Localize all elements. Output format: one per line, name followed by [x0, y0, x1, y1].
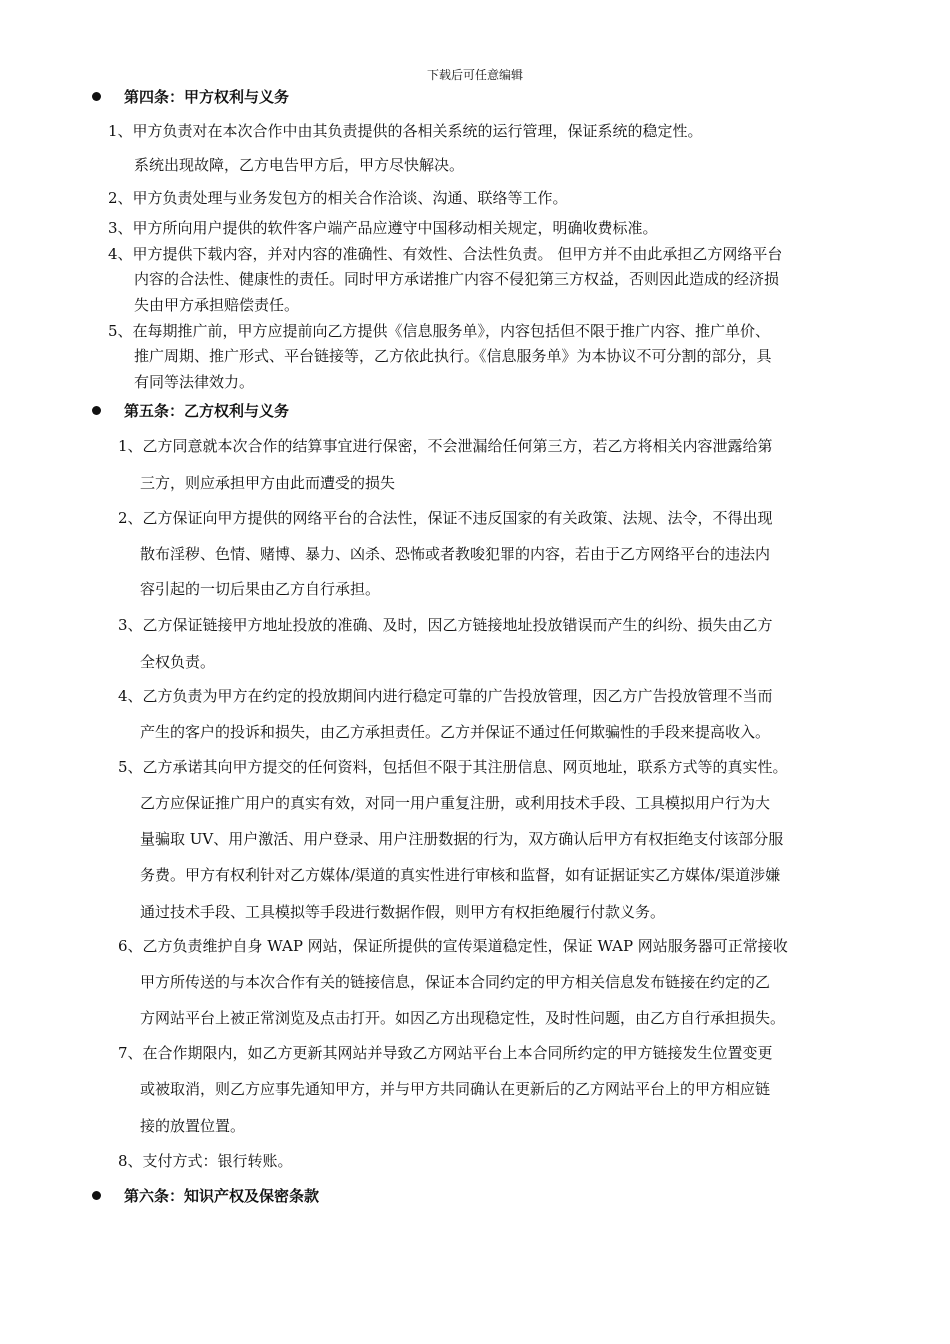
text-line: 2、甲方负责处理与业务发包方的相关合作洽谈、沟通、联络等工作。	[108, 189, 568, 207]
section-title: 第四条：甲方权利与义务	[124, 88, 290, 106]
text-line: 8、支付方式：银行转账。	[118, 1152, 293, 1170]
text-line: 系统出现故障，乙方电告甲方后，甲方尽快解决。	[134, 156, 465, 174]
text-line: 方网站平台上被正常浏览及点击打开。如因乙方出现稳定性，及时性问题，由乙方自行承担损失。	[140, 1009, 786, 1027]
bullet-icon	[92, 406, 101, 415]
text-line: 有同等法律效力。	[134, 373, 255, 391]
page-header: 下载后可任意编辑	[426, 68, 523, 82]
text-line: 7、在合作期限内，如乙方更新其网站并导致乙方网站平台上本合同所约定的甲方链接发生位置变更	[118, 1044, 773, 1062]
text-line: 6、乙方负责维护自身 WAP 网站，保证所提供的宣传渠道稳定性，保证 WAP 网站服务器可正常接收	[118, 937, 788, 955]
section-title: 第五条：乙方权利与义务	[124, 402, 290, 420]
text-line: 4、乙方负责为甲方在约定的投放期间内进行稳定可靠的广告投放管理，因乙方广告投放管理不当而	[118, 687, 773, 705]
text-line: 5、在每期推广前，甲方应提前向乙方提供《信息服务单》，内容包括但不限于推广内容、推广单价、	[108, 322, 771, 340]
text-line: 1、甲方负责对在本次合作中由其负责提供的各相关系统的运行管理，保证系统的稳定性。	[108, 122, 703, 140]
text-line: 或被取消，则乙方应事先通知甲方，并与甲方共同确认在更新后的乙方网站平台上的甲方相应链	[140, 1080, 771, 1098]
text-line: 失由甲方承担赔偿责任。	[134, 296, 300, 314]
bullet-icon	[92, 92, 101, 101]
text-line: 接的放置位置。	[140, 1117, 246, 1135]
text-line: 容引起的一切后果由乙方自行承担。	[140, 580, 381, 598]
text-line: 乙方应保证推广用户的真实有效，对同一用户重复注册，或利用技术手段、工具模拟用户行为大	[140, 794, 771, 812]
text-line: 务费。甲方有权利针对乙方媒体/渠道的真实性进行审核和监督，如有证据证实乙方媒体/渠道涉嫌	[140, 866, 781, 884]
text-line: 甲方所传送的与本次合作有关的链接信息，保证本合同约定的甲方相关信息发布链接在约定的乙	[140, 973, 771, 991]
text-line: 散布淫秽、色情、赌博、暴力、凶杀、恐怖或者教唆犯罪的内容，若由于乙方网络平台的违法内	[140, 545, 771, 563]
text-line: 4、甲方提供下载内容，并对内容的准确性、有效性、合法性负责。 但甲方并不由此承担乙方网络平台	[108, 245, 783, 263]
text-line: 3、甲方所向用户提供的软件客户端产品应遵守中国移动相关规定，明确收费标准。	[108, 219, 658, 237]
text-line: 产生的客户的投诉和损失，由乙方承担责任。乙方并保证不通过任何欺骗性的手段来提高收入。	[140, 723, 771, 741]
text-line: 3、乙方保证链接甲方地址投放的准确、及时，因乙方链接地址投放错误而产生的纠纷、损失由乙方	[118, 616, 773, 634]
section-title: 第六条：知识产权及保密条款	[124, 1187, 320, 1205]
text-line: 5、乙方承诺其向甲方提交的任何资料，包括但不限于其注册信息、网页地址，联系方式等的真实性。	[118, 758, 788, 776]
bullet-icon	[92, 1191, 101, 1200]
text-line: 全权负责。	[140, 653, 216, 671]
text-line: 通过技术手段、工具模拟等手段进行数据作假，则甲方有权拒绝履行付款义务。	[140, 903, 666, 921]
text-line: 三方，则应承担甲方由此而遭受的损失	[140, 474, 396, 492]
text-line: 内容的合法性、健康性的责任。同时甲方承诺推广内容不侵犯第三方权益，否则因此造成的经济损	[134, 270, 780, 288]
text-line: 1、乙方同意就本次合作的结算事宜进行保密，不会泄漏给任何第三方，若乙方将相关内容泄露给第	[118, 437, 773, 455]
text-line: 量骗取 UV、用户激活、用户登录、用户注册数据的行为，双方确认后甲方有权拒绝支付该部分服	[140, 830, 784, 848]
text-line: 推广周期、推广形式、平台链接等，乙方依此执行。《信息服务单》为本协议不可分割的部分，具	[134, 347, 772, 365]
text-line: 2、乙方保证向甲方提供的网络平台的合法性，保证不违反国家的有关政策、法规、法令，不得出现	[118, 509, 773, 527]
